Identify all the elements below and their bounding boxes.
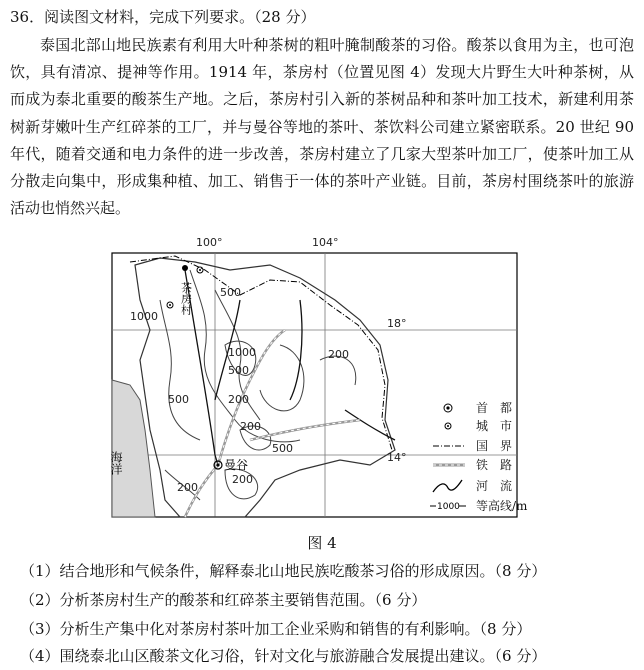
legend-label: 首 都 — [476, 401, 513, 415]
lon-label-104: 104° — [312, 236, 339, 249]
subquestion-2: （2）分析茶房村生产的酸茶和红碎茶主要销售范围。（6 分） — [20, 591, 427, 609]
contour-label: 500 — [272, 442, 293, 455]
question-title: 36．阅读图文材料，完成下列要求。（28 分） — [10, 8, 316, 26]
contour-sample-label: 1000 — [437, 502, 460, 512]
legend-label: 铁 路 — [476, 458, 513, 472]
subquestion-1: （1）结合地形和气候条件，解释泰北山地民族吃酸茶习俗的形成原因。（8 分） — [20, 562, 547, 580]
sea-label: 海洋 — [109, 451, 123, 475]
village-label: 茶房村 — [179, 282, 193, 315]
contour-label: 1000 — [228, 346, 256, 359]
legend-label: 城 市 — [476, 419, 513, 433]
contour-label: 1000 — [130, 310, 158, 323]
lon-label-100: 100° — [196, 236, 223, 249]
legend-label: 国 界 — [476, 439, 513, 453]
contour-label: 200 — [240, 420, 261, 433]
contour-label: 500 — [220, 286, 241, 299]
figure-caption: 图 4 — [307, 534, 337, 552]
contour-label: 200 — [328, 348, 349, 361]
legend-label: 等高线/m — [476, 499, 528, 513]
lat-label-18: 18° — [387, 317, 407, 330]
subquestion-4: （4）围绕泰北山区酸茶文化习俗，针对文化与旅游融合发展提出建议。（6 分） — [20, 647, 547, 665]
material-text: 泰国北部山地民族素有利用大叶种茶树的粗叶腌制酸茶的习俗。酸茶以食用为主，也可泡饮，具有清凉、提神等作用。1914 年，茶房村（位置见图 4）发现大片野生大叶种茶树，从而成为泰北重要的酸茶生产地。之后，茶房村引入新的茶树品种和茶叶加工技术，新建利用茶树新芽嫩叶生产红碎茶的工厂，并与曼谷等地的茶叶、茶饮料公司建立紧密联系。20 世纪 90 年代，随着交通和电力条件的进一步改善，茶房村建立了几家大型茶叶加工厂，使茶叶加工从分散走向集中，形成集种植、加工、销售于一体的茶叶产业链。目前，茶房村围绕茶叶的旅游活动也悄然兴起。 — [10, 36, 634, 218]
contour-label: 200 — [228, 393, 249, 406]
contour-label: 500 — [168, 393, 189, 406]
contour-label: 200 — [177, 481, 198, 494]
capital-label: 曼谷 — [224, 458, 249, 472]
contour-label: 500 — [228, 364, 249, 377]
legend-label: 河 流 — [476, 479, 513, 493]
lat-label-14: 14° — [387, 451, 407, 464]
subquestion-3: （3）分析生产集中化对茶房村茶叶加工企业采购和销售的有利影响。（8 分） — [20, 620, 532, 638]
contour-label: 200 — [232, 473, 253, 486]
